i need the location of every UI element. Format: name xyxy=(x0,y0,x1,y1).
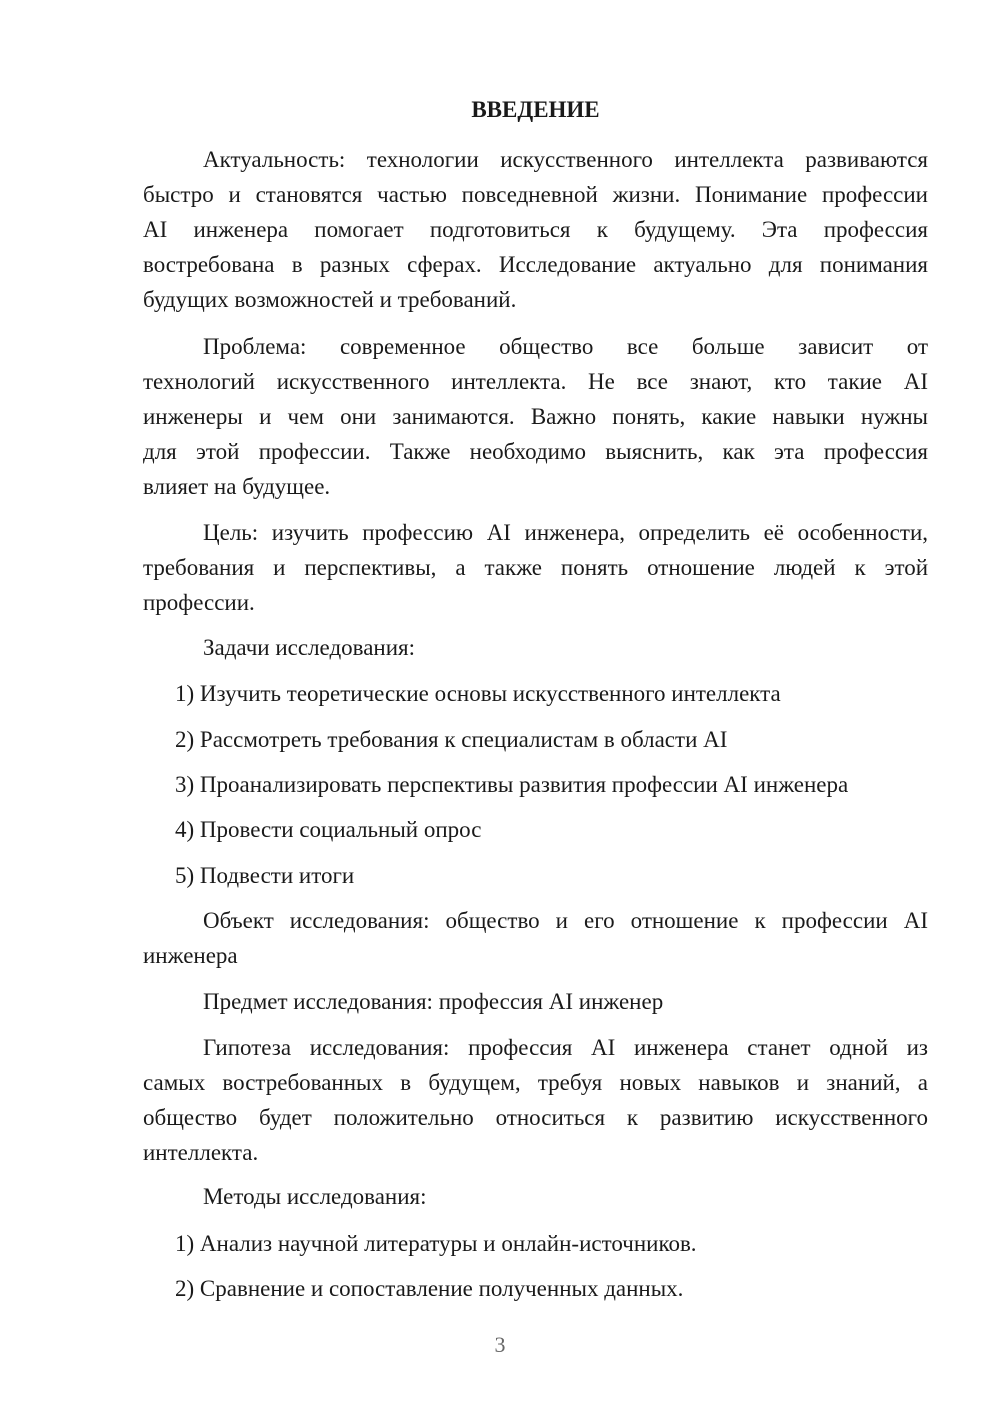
list-item xyxy=(143,767,928,802)
text-line: интеллекта. xyxy=(143,1140,259,1165)
text-line: инженера xyxy=(143,943,238,968)
text-line: Гипотеза исследования: профессия AI инженера станет одной из xyxy=(203,1035,928,1060)
list-item xyxy=(143,722,928,757)
text-line: влияет на будущее. xyxy=(143,474,331,499)
section-title: ВВЕДЕНИЕ xyxy=(471,97,600,122)
text-line: быстро и становятся частью повседневной жизни. Понимание профессии xyxy=(143,182,928,207)
text-line: Объект исследования: общество и его отношение к профессии AI xyxy=(203,908,928,933)
text-line: Проблема: современное общество все больше зависит от xyxy=(203,334,928,359)
list-item xyxy=(143,676,928,711)
text-line: будущих возможностей и требований. xyxy=(143,287,517,312)
paragraph xyxy=(143,1179,928,1214)
text-line: Задачи исследования: xyxy=(203,635,416,660)
text-line: 2) Сравнение и сопоставление полученных данных. xyxy=(175,1276,684,1301)
text-line: Предмет исследования: профессия AI инженер xyxy=(203,989,664,1014)
text-line: 2) Рассмотреть требования к специалистам в области AI xyxy=(175,727,728,752)
list-item xyxy=(143,1271,928,1306)
list-item xyxy=(143,812,928,847)
text-line: профессии. xyxy=(143,590,255,615)
list-item xyxy=(143,858,928,893)
paragraph xyxy=(143,630,928,665)
text-line: 5) Подвести итоги xyxy=(175,863,355,888)
list-item xyxy=(143,1226,928,1261)
text-line: инженеры и чем они занимаются. Важно понять, какие навыки нужны xyxy=(143,404,928,429)
paragraph xyxy=(143,329,928,504)
text-line: Цель: изучить профессию AI инженера, определить её особенности, xyxy=(203,520,928,545)
page-number: 3 xyxy=(494,1332,506,1357)
paragraph xyxy=(143,1030,928,1170)
text-line: востребована в разных сферах. Исследование актуально для понимания xyxy=(143,252,928,277)
paragraph xyxy=(143,984,928,1019)
text-line: 3) Проанализировать перспективы развития профессии AI инженера xyxy=(175,772,849,797)
paragraph xyxy=(143,515,928,620)
text-line: 1) Анализ научной литературы и онлайн-источников. xyxy=(175,1231,697,1256)
paragraph xyxy=(143,142,928,317)
text-line: технологий искусственного интеллекта. Не все знают, кто такие AI xyxy=(143,369,928,394)
text-line: требования и перспективы, а также понять отношение людей к этой xyxy=(143,555,928,580)
text-line: 1) Изучить теоретические основы искусственного интеллекта xyxy=(175,681,781,706)
paragraph xyxy=(143,903,928,973)
text-line: Методы исследования: xyxy=(203,1184,427,1209)
text-line: Актуальность: технологии искусственного интеллекта развиваются xyxy=(203,147,928,172)
text-line: самых востребованных в будущем, требуя новых навыков и знаний, а xyxy=(143,1070,928,1095)
text-line: для этой профессии. Также необходимо выяснить, как эта профессия xyxy=(143,439,928,464)
text-line: 4) Провести социальный опрос xyxy=(175,817,482,842)
text-line: общество будет положительно относиться к развитию искусственного xyxy=(143,1105,928,1130)
text-line: AI инженера помогает подготовиться к будущему. Эта профессия xyxy=(143,217,928,242)
